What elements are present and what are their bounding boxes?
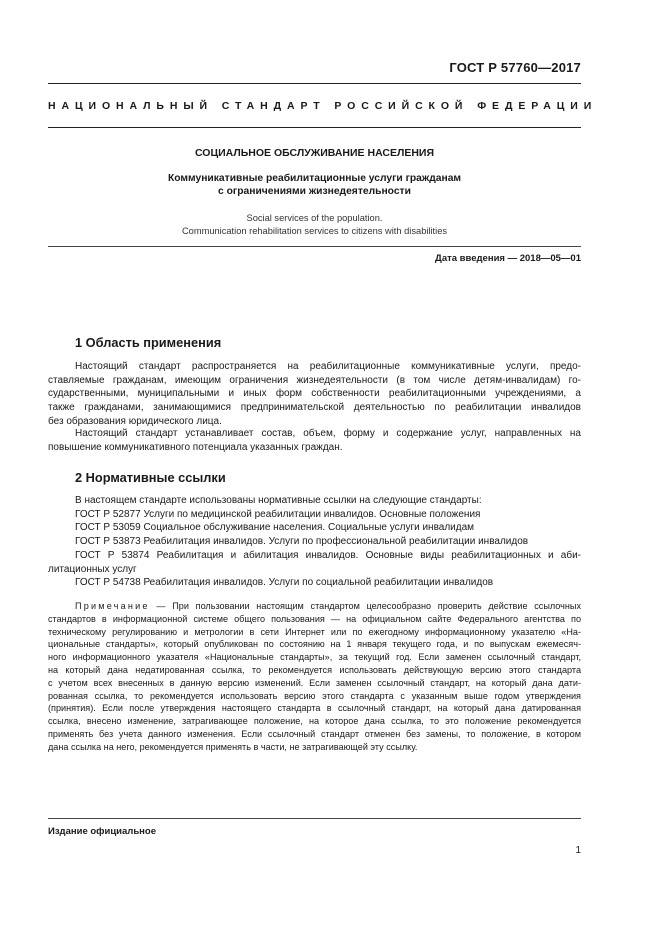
reference-item: ГОСТ Р 53874 Реабилитация и абилитация инвалидов. Основные виды реабилитационных и аби- <box>75 549 581 561</box>
text-line: без образования юридического лица. <box>48 415 222 427</box>
reference-item-continuation: литационных услуг <box>48 563 137 575</box>
national-standard-heading: НАЦИОНАЛЬНЫЙ СТАНДАРТ РОССИЙСКОЙ ФЕДЕРАЦИИ <box>48 100 598 112</box>
section-1-paragraph-1 <box>48 360 581 429</box>
text-line: Настоящий стандарт распространяется на реабилитационные коммуникативные услуги, предо- <box>75 361 581 372</box>
gost-code: ГОСТ Р 57760—2017 <box>449 60 581 75</box>
english-title-line-2: Communication rehabilitation services to citizens with disabilities <box>181 226 448 236</box>
title-rule <box>48 246 581 247</box>
note-block <box>48 600 581 754</box>
document-title: СОЦИАЛЬНОЕ ОБСЛУЖИВАНИЕ НАСЕЛЕНИЯ <box>194 147 435 159</box>
text-line: повышение коммуникативного потенциала указанных граждан. <box>48 441 343 453</box>
note-line: циональные стандарты», который опубликован по состоянию на 1 января текущего года, и по выпускам ежемесяч- <box>48 639 581 650</box>
note-first-line <box>48 600 581 613</box>
introduction-date: Дата введения — 2018—05—01 <box>435 253 581 264</box>
note-line: применять без учета данного изменения. Если ссылочный стандарт отменен без замены, то положение, в котором <box>48 728 581 739</box>
footer-rule <box>48 818 581 819</box>
english-title <box>48 212 581 238</box>
subtitle-line-2: с ограничениями жизнедеятельности <box>218 186 411 197</box>
note-line: рованная ссылка, то рекомендуется использовать версию этого стандарта с указанным выше годом утверждения <box>48 690 581 701</box>
reference-item: ГОСТ Р 53873 Реабилитация инвалидов. Услуги по профессиональной реабилитации инвалидов <box>75 536 529 548</box>
section-2-references <box>48 494 581 590</box>
note-line: с учетом всех внесенных в данную версию изменений. Если заменен ссылочный стандарт, на который дана дати- <box>48 677 581 688</box>
english-title-line-1: Social services of the population. <box>246 213 383 223</box>
note-line: на который дана недатированная ссылка, то рекомендуется использовать действующую версию этого стандарта <box>48 664 581 675</box>
reference-item: ГОСТ Р 53059 Социальное обслуживание населения. Социальные услуги инвалидам <box>75 522 475 534</box>
section-1-paragraph-2 <box>48 427 581 454</box>
note-line: техническому регулированию и метрологии в сети Интернет или по ежегодному информационному указателю «На- <box>48 626 581 637</box>
header-rule-top <box>48 83 581 84</box>
reference-item: ГОСТ Р 52877 Услуги по медицинской реабилитации инвалидов. Основные положения <box>75 508 481 520</box>
text-line: также гражданами, занимающимися предпринимательской деятельностью по реабилитации инвалидов <box>48 402 581 414</box>
edition-label: Издание официальное <box>48 826 156 837</box>
text-line: ставляемые гражданам, имеющим ограничения жизнедеятельности (в том числе детям-инвалидам) го- <box>48 374 581 386</box>
note-label: Примечание <box>75 601 150 611</box>
references-intro: В настоящем стандарте использованы нормативные ссылки на следующие стандарты: <box>75 495 482 506</box>
section-1-heading: 1 Область применения <box>75 335 222 350</box>
note-first-line-text: — При пользовании настоящим стандартом целесообразно проверить действие ссылочных <box>149 601 581 611</box>
note-line: ного информационного указателя «Национальные стандарты», за текущий год. Если заменен ссылочный стандарт, <box>48 652 581 663</box>
document-subtitle <box>48 172 581 198</box>
section-2-heading: 2 Нормативные ссылки <box>75 470 226 485</box>
note-line: стандартов в информационной системе общего пользования — на официальном сайте Федерального агентства по <box>48 613 581 624</box>
note-line: дана ссылка на него, рекомендуется применять в части, не затрагивающей эту ссылку. <box>48 741 418 752</box>
note-line: (принятия). Если после утверждения настоящего стандарта в ссылочный стандарт, на который дана датированная <box>48 703 581 714</box>
page-number: 1 <box>575 845 581 856</box>
text-line: Настоящий стандарт устанавливает состав, объем, форму и содержание услуг, направленных на <box>75 428 581 439</box>
reference-item: ГОСТ Р 54738 Реабилитация инвалидов. Услуги по социальной реабилитации инвалидов <box>75 577 494 589</box>
text-line: сударственными, муниципальными и иных форм собственности реабилитационными учреждениями, а <box>48 388 581 400</box>
subtitle-line-1: Коммуникативные реабилитационные услуги гражданам <box>167 173 462 184</box>
header-rule-bottom <box>48 127 581 128</box>
note-line: ссылка, внесено изменение, затрагивающее положение, на которое дана ссылка, то это положение рекомендуется <box>48 716 581 727</box>
